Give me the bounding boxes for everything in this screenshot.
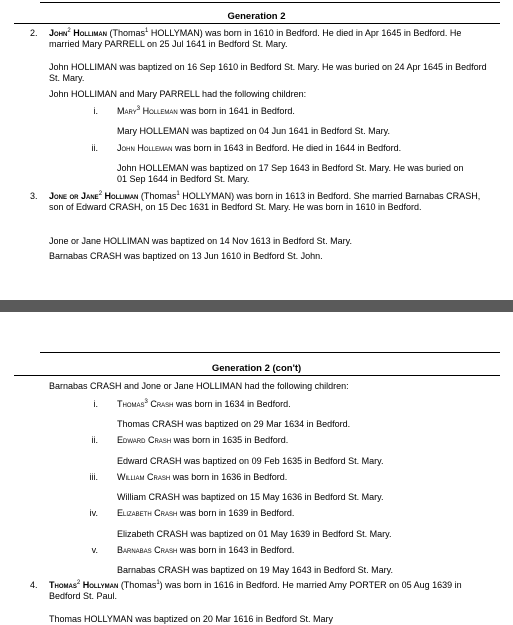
baptism-note: Thomas HOLLYMAN was baptized on 20 Mar 1616 in Bedford St. Mary	[49, 614, 333, 624]
child-note: William CRASH was baptized on 15 May 1636 in Bedford St. Mary.	[117, 492, 384, 502]
child-roman: ii.	[91, 435, 98, 445]
child-note: John HOLLEMAN was baptized on 17 Sep 1643 in Bedford St. Mary. He was buried on 01 Sep 1644 in Bedford St. Mary.	[117, 163, 464, 184]
person-details: HOLLYMAN) was born in 1613 in Bedford. She married Barnabas CRASH, son of Edward CRASH, on 15 Dec 1631 in Bedford St. Mary. He was born in 1610 in Bedford.	[49, 191, 481, 212]
entry-number: 4.	[30, 580, 38, 590]
child-note: Barnabas CRASH was baptized on 19 May 1643 in Bedford St. Mary.	[117, 565, 393, 575]
children-intro: John HOLLIMAN and Mary PARRELL had the following children:	[49, 89, 307, 99]
child-surname: Holleman	[140, 106, 178, 116]
baptism-note: Jone or Jane HOLLIMAN was baptized on 14 Nov 1613 in Bedford St. Mary.	[49, 236, 352, 246]
parent-name: (Thomas	[118, 580, 157, 590]
child-roman: ii.	[91, 143, 98, 153]
parent-superscript: 1	[156, 580, 160, 586]
child-note: Mary HOLLEMAN was baptized on 04 Jun 1641 in Bedford St. Mary.	[117, 126, 390, 136]
person-surname: Holliman	[102, 191, 139, 201]
generation-superscript: 2	[76, 580, 81, 586]
child-name: Barnabas Crash	[117, 545, 178, 555]
baptism-note: John HOLLIMAN was baptized on 16 Sep 1610 in Bedford St. Mary. He was buried on 24 Apr 1645 in Bedford St. Mary.	[49, 62, 487, 83]
generation-heading: Generation 2 (con't)	[211, 363, 302, 374]
child-entry	[117, 106, 487, 117]
child-roman: iv.	[89, 508, 98, 518]
child-entry	[117, 545, 487, 556]
child-details: was born in 1641 in Bedford.	[177, 106, 295, 116]
person-entry-jone	[49, 191, 489, 213]
page-top-rule	[40, 2, 500, 3]
child-name: Thomas	[117, 399, 145, 409]
document-page-2	[0, 312, 513, 624]
entry-number: 3.	[30, 191, 38, 201]
child-details: was born in 1639 in Bedford.	[177, 508, 295, 518]
generation-superscript: 2	[67, 28, 71, 34]
person-name: Jone or Jane	[49, 191, 99, 201]
person-surname: Hollyman	[80, 580, 119, 590]
person-details: HOLLYMAN) was born in 1610 in Bedford. He died in Apr 1645 in Bedford. He married Mary PARRELL on 25 Jul 1641 in Bedford St. Mary.	[49, 28, 462, 49]
heading-rule	[14, 23, 500, 24]
parent-name: (Thomas	[107, 28, 146, 38]
child-name: Elizabeth Crash	[117, 508, 178, 518]
page-separator	[0, 300, 513, 312]
child-entry	[117, 399, 487, 410]
child-name: William Crash	[117, 472, 171, 482]
child-superscript: 3	[144, 399, 148, 405]
child-entry	[117, 472, 487, 483]
person-entry-thomas	[49, 580, 489, 602]
entry-number: 2.	[30, 28, 38, 38]
child-roman: v.	[91, 545, 98, 555]
child-entry	[117, 508, 487, 519]
child-note: Elizabeth CRASH was baptized on 01 May 1639 in Bedford St. Mary.	[117, 529, 392, 539]
child-name: John Holleman	[117, 143, 173, 153]
baptism-note: Barnabas CRASH was baptized on 13 Jun 1610 in Bedford St. John.	[49, 251, 323, 261]
child-details: was born in 1634 in Bedford.	[173, 399, 291, 409]
child-name: Edward Crash	[117, 435, 172, 445]
child-surname: Crash	[147, 399, 174, 409]
heading-rule	[14, 375, 500, 376]
parent-name: (Thomas	[138, 191, 177, 201]
child-roman: i.	[93, 106, 98, 116]
person-entry-john	[49, 28, 489, 50]
page-top-rule	[40, 352, 500, 353]
child-details: was born in 1635 in Bedford.	[171, 435, 289, 445]
child-details: was born in 1643 in Bedford. He died in 1644 in Bedford.	[172, 143, 402, 153]
child-name: Mary	[117, 106, 137, 116]
person-name: Thomas	[49, 580, 77, 590]
child-roman: iii.	[89, 472, 98, 482]
generation-heading: Generation 2	[227, 11, 286, 22]
document-page-1	[0, 0, 513, 300]
child-superscript: 3	[136, 106, 141, 112]
generation-superscript: 2	[98, 191, 103, 197]
parent-superscript: 1	[145, 28, 149, 34]
person-name: John	[49, 28, 68, 38]
child-entry	[117, 435, 487, 446]
parent-superscript: 1	[176, 191, 180, 197]
person-surname: Holliman	[70, 28, 108, 38]
child-details: was born in 1643 in Bedford.	[177, 545, 295, 555]
child-entry	[117, 143, 487, 154]
child-note: Edward CRASH was baptized on 09 Feb 1635 in Bedford St. Mary.	[117, 456, 384, 466]
child-roman: i.	[93, 399, 98, 409]
child-details: was born in 1636 in Bedford.	[170, 472, 288, 482]
child-note: Thomas CRASH was baptized on 29 Mar 1634 in Bedford.	[117, 419, 351, 429]
children-intro: Barnabas CRASH and Jone or Jane HOLLIMAN had the following children:	[49, 381, 349, 391]
person-details: ) was born in 1616 in Bedford. He married Amy PORTER on 05 Aug 1639 in Bedford St. Paul.	[49, 580, 462, 601]
